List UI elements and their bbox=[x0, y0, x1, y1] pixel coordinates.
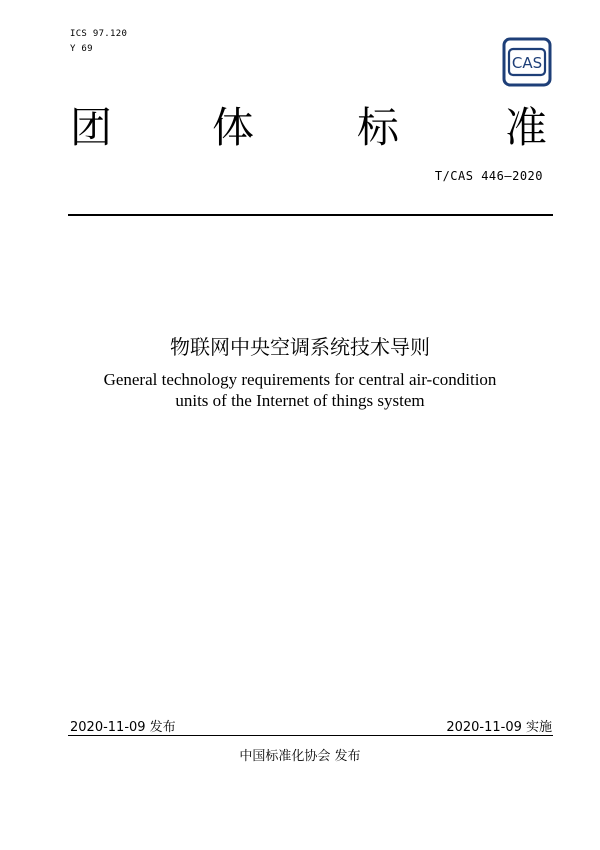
banner-title-char: 体 bbox=[212, 103, 255, 152]
header-divider bbox=[68, 214, 553, 216]
english-title-line: units of the Internet of things system bbox=[175, 391, 425, 410]
publish-date: 2020-11-09 发布 bbox=[70, 720, 176, 735]
banner-title-char: 准 bbox=[505, 103, 548, 152]
banner-title-char: 团 bbox=[70, 103, 113, 152]
ics-code: ICS 97.120 bbox=[70, 29, 128, 39]
ccs-code: Y 69 bbox=[70, 44, 93, 54]
chinese-title: 物联网中央空调系统技术导则 bbox=[170, 335, 430, 359]
footer-divider bbox=[68, 735, 553, 736]
standard-number: T/CAS 446—2020 bbox=[434, 169, 543, 183]
publisher: 中国标准化协会 发布 bbox=[239, 749, 361, 764]
banner-title-char: 标 bbox=[357, 103, 400, 152]
cas-logo bbox=[502, 37, 552, 87]
svg-text:CAS: CAS bbox=[511, 54, 543, 72]
english-title bbox=[60, 369, 540, 411]
implement-date: 2020-11-09 实施 bbox=[446, 720, 552, 735]
english-title-line: General technology requirements for central air-condition bbox=[103, 370, 497, 389]
